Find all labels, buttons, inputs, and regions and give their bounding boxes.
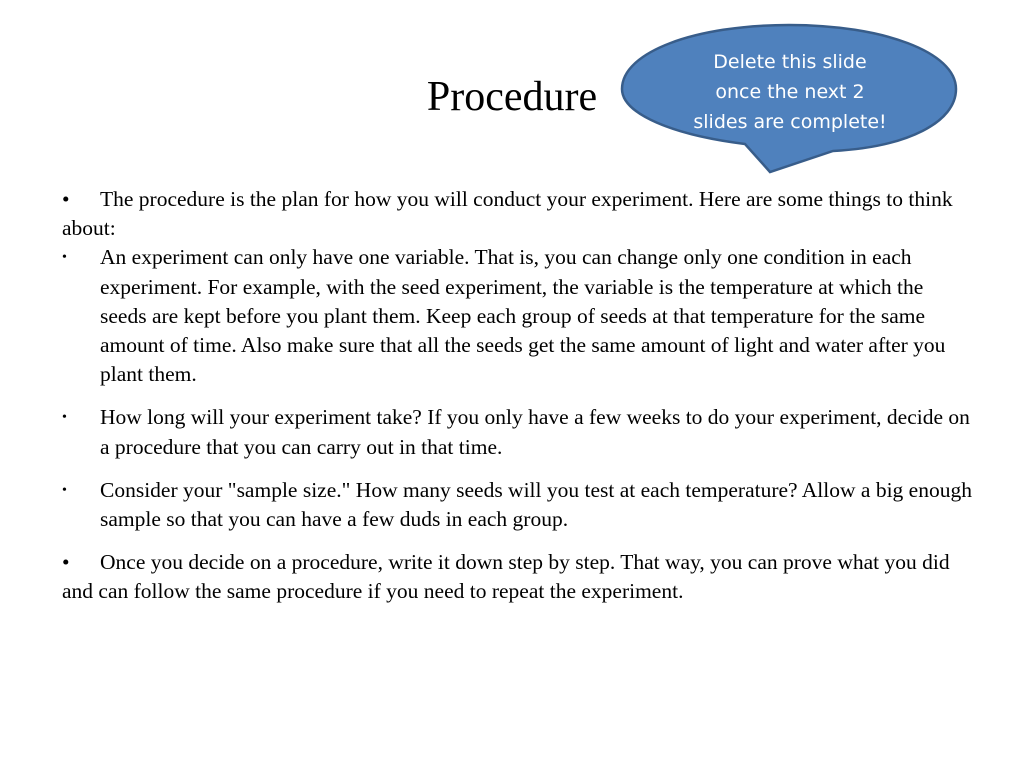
bullet-marker: •	[62, 187, 70, 211]
callout-text	[662, 47, 918, 137]
bullet-text: Consider your "sample size." How many seeds will you test at each temperature? Allow a big enough sample so that you can have a few duds in each group.	[100, 477, 972, 532]
bullet-text: How long will your experiment take? If you only have a few weeks to do your experiment, decide on a procedure that you can carry out in that time.	[100, 405, 970, 459]
sub-bullet-paragraph	[62, 243, 972, 389]
bullet-text: An experiment can only have one variable. That is, you can change only one condition in each experiment. For example, with the seed experiment, the variable is the temperature at which the seeds are kept before you plant them. Keep each group of seeds at that temperature for the same amount of time. Also make sure that all the seeds get the same amount of light and water after you plant them.	[100, 245, 946, 387]
speech-bubble-callout	[618, 22, 960, 176]
bullet-marker: •	[62, 250, 67, 266]
bullet-paragraph	[62, 548, 972, 606]
slide-title: Procedure	[426, 74, 598, 120]
slide-body	[62, 185, 972, 607]
bullet-marker: •	[62, 482, 67, 498]
bullet-text: Once you decide on a procedure, write it down step by step. That way, you can prove what you did and can follow the same procedure if you need to repeat the experiment.	[62, 550, 950, 604]
bullet-text: The procedure is the plan for how you will conduct your experiment. Here are some things to think about:	[62, 187, 953, 241]
callout-line-2: once the next 2	[715, 81, 865, 103]
sub-bullet-paragraph	[62, 476, 972, 534]
callout-line-1: Delete this slide	[713, 51, 867, 73]
sub-bullet-paragraph	[62, 403, 972, 461]
bullet-marker: •	[62, 550, 70, 575]
bullet-marker: •	[62, 410, 67, 426]
callout-line-3: slides are complete!	[693, 111, 887, 133]
bullet-paragraph	[62, 185, 972, 243]
